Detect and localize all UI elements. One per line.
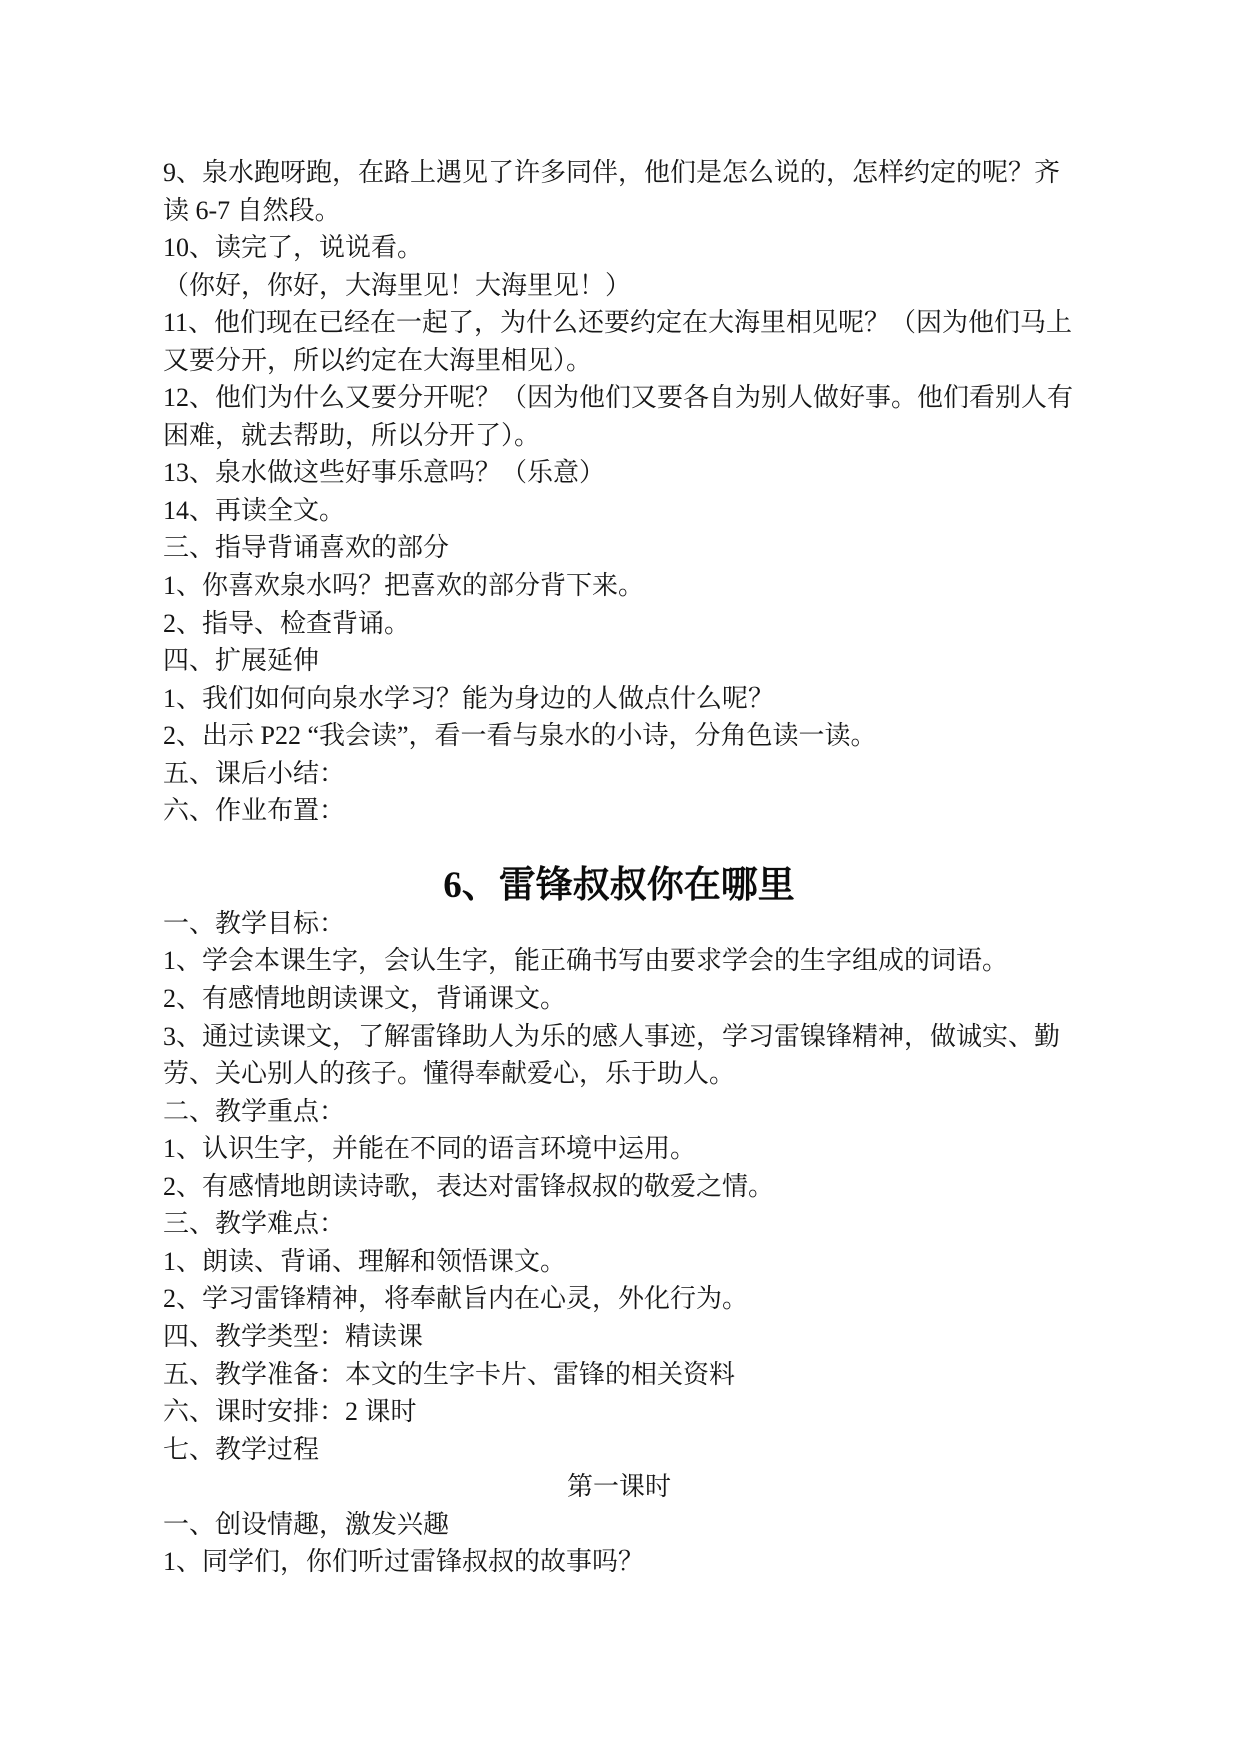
text-line: 又要分开，所以约定在大海里相见）。 [163, 345, 593, 375]
text-line: 1、学会本课生字，会认生字，能正确书写由要求学会的生字组成的词语。 [163, 946, 1009, 976]
text-line: 五、教学准备：本文的生字卡片、雷锋的相关资料 [163, 1359, 736, 1389]
text-line: 一、教学目标： [163, 908, 346, 938]
text-line: 9、泉水跑呀跑，在路上遇见了许多同伴，他们是怎么说的，怎样约定的呢？齐 [163, 158, 1061, 187]
text-line: 三、教学难点： [163, 1209, 346, 1239]
blank-line [163, 830, 1075, 868]
text-line: 四、扩展延伸 [163, 646, 320, 676]
text-line: 2、有感情地朗读课文，背诵课文。 [163, 984, 567, 1014]
text-line: 六、作业布置： [163, 796, 346, 826]
text-line: 五、课后小结： [163, 758, 346, 788]
text-line: 10、读完了，说说看。 [163, 233, 424, 263]
text-line: 13、泉水做这些好事乐意吗？（乐意） [163, 458, 606, 488]
text-line: 2、出示 P22 “我会读”，看一看与泉水的小诗，分角色读一读。 [163, 721, 877, 751]
text-block [163, 154, 1075, 1581]
lesson-title: 6、雷锋叔叔你在哪里 [443, 865, 795, 907]
text-line: 3、通过读课文，了解雷锋助人为乐的感人事迹，学习雷镍锋精神，做诚实、勤 [163, 1021, 1061, 1051]
text-line: 读 6-7 自然段。 [163, 195, 341, 225]
text-line: 困难，就去帮助，所以分开了）。 [163, 420, 541, 450]
text-line: 2、学习雷锋精神，将奉献旨内在心灵，外化行为。 [163, 1284, 749, 1314]
text-line: 1、我们如何向泉水学习？能为身边的人做点什么呢？ [163, 683, 775, 713]
text-line: 劳、关心别人的孩子。懂得奉献爱心，乐于助人。 [163, 1059, 736, 1089]
text-line: 三、指导背诵喜欢的部分 [163, 533, 450, 563]
text-line: 1、你喜欢泉水吗？把喜欢的部分背下来。 [163, 571, 645, 601]
text-line: 2、有感情地朗读诗歌，表达对雷锋叔叔的敬爱之情。 [163, 1171, 775, 1201]
text-line: 一、创设情趣，激发兴趣 [163, 1509, 450, 1539]
text-line: 14、再读全文。 [163, 495, 346, 525]
text-line: 六、课时安排：2 课时 [163, 1397, 417, 1427]
text-line: 1、认识生字，并能在不同的语言环境中运用。 [163, 1134, 697, 1164]
text-line: 2、指导、检查背诵。 [163, 608, 411, 638]
text-line: 1、同学们，你们听过雷锋叔叔的故事吗？ [163, 1547, 645, 1577]
text-line: 1、朗读、背诵、理解和领悟课文。 [163, 1246, 567, 1276]
text-line: （你好，你好，大海里见！大海里见！） [163, 270, 632, 300]
text-line: 七、教学过程 [163, 1434, 320, 1464]
text-line: 11、他们现在已经在一起了，为什么还要约定在大海里相见呢？（因为他们马上 [163, 308, 1073, 338]
text-line: 四、教学类型：精读课 [163, 1321, 424, 1351]
session-heading: 第一课时 [566, 1472, 671, 1502]
text-line: 12、他们为什么又要分开呢？（因为他们又要各自为别人做好事。他们看别人有 [163, 383, 1074, 413]
text-line: 二、教学重点： [163, 1096, 346, 1126]
